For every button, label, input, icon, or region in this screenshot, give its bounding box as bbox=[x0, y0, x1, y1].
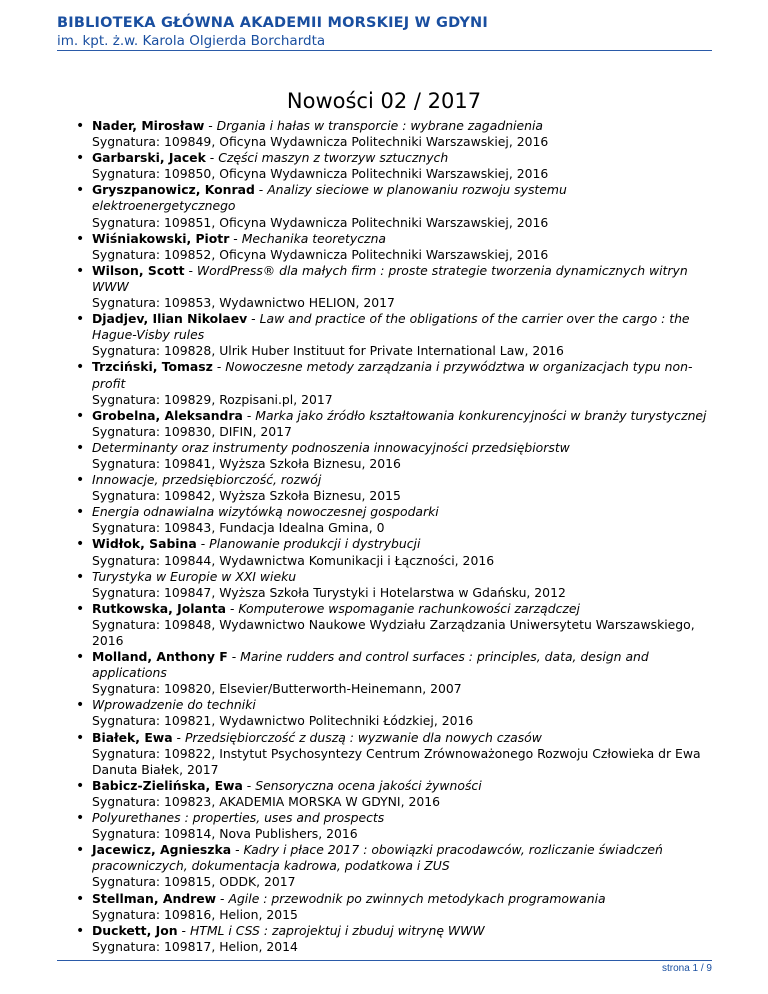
header-divider bbox=[57, 50, 712, 51]
list-item: • Białek, Ewa - Przedsiębiorczość z duszą : wyzwanie dla nowych czasów Sygnatura: 109822, Instytut Psychosyntezy Centrum Zrównoważonego Rozwoju Człowieka dr Ewa Danuta Białek, 2017 bbox=[92, 730, 712, 778]
list-item: • Wiśniakowski, Piotr - Mechanika teoretyczna Sygnatura: 109852, Oficyna Wydawnicza Politechniki Warszawskiej, 2016 bbox=[92, 231, 712, 263]
book-author: Molland, Anthony F bbox=[92, 649, 228, 665]
new-books-list bbox=[92, 118, 712, 955]
book-details: Sygnatura: 109823, AKADEMIA MORSKA W GDYNI, 2016 bbox=[92, 793, 440, 809]
book-details: Sygnatura: 109849, Oficyna Wydawnicza Politechniki Warszawskiej, 2016 bbox=[92, 134, 549, 150]
book-author: Wiśniakowski, Piotr bbox=[92, 230, 230, 246]
book-title: Komputerowe wspomaganie rachunkowości zarządczej bbox=[238, 600, 580, 616]
book-details: Sygnatura: 109817, Helion, 2014 bbox=[92, 938, 298, 954]
book-details: Sygnatura: 109829, Rozpisani.pl, 2017 bbox=[92, 391, 333, 407]
list-item: • Garbarski, Jacek - Części maszyn z tworzyw sztucznych Sygnatura: 109850, Oficyna Wydawnicza Politechniki Warszawskiej, 2016 bbox=[92, 150, 712, 182]
book-author: Trzciński, Tomasz bbox=[92, 359, 213, 375]
book-title: Innowacje, przedsiębiorczość, rozwój bbox=[92, 472, 322, 488]
book-author: Grobelna, Aleksandra bbox=[92, 407, 243, 423]
book-title: Marine rudders and control surfaces : principles, data, design and applications bbox=[92, 649, 649, 681]
list-item: • Djadjev, Ilian Nikolaev - Law and practice of the obligations of the carrier over the cargo : the Hague-Visby rules Sygnatura: 109828, Ulrik Huber Instituut for Private International Law, 2016 bbox=[92, 311, 712, 359]
book-author: Nader, Mirosław bbox=[92, 118, 205, 133]
book-details: Sygnatura: 109814, Nova Publishers, 2016 bbox=[92, 826, 358, 842]
book-details: Sygnatura: 109843, Fundacja Idealna Gmina, 0 bbox=[92, 520, 385, 536]
book-title: Mechanika teoretyczna bbox=[241, 230, 387, 246]
page-number: strona 1 / 9 bbox=[661, 963, 712, 974]
book-title: Sensoryczna ocena jakości żywności bbox=[255, 777, 482, 793]
book-details: Sygnatura: 109816, Helion, 2015 bbox=[92, 906, 298, 922]
book-details: Sygnatura: 109848, Wydawnictwo Naukowe Wydziału Zarządzania Uniwersytetu Warszawskiego, 2016 bbox=[92, 616, 695, 648]
list-item bbox=[92, 440, 712, 472]
list-item bbox=[92, 504, 712, 536]
book-author: Jacewicz, Agnieszka bbox=[92, 842, 232, 858]
book-author: Duckett, Jon bbox=[92, 922, 178, 938]
book-title: Law and practice of the obligations of the carrier over the cargo : the Hague-Visby rules bbox=[92, 311, 690, 343]
book-title: Marka jako źródło kształtowania konkurencyjności w branży turystycznej bbox=[255, 407, 707, 423]
book-title: Kadry i płace 2017 : obowiązki pracodawców, rozliczanie świadczeń pracowniczych, dokumentacja kadrowa, podatkowa i ZUS bbox=[92, 842, 663, 874]
book-details: Sygnatura: 109850, Oficyna Wydawnicza Politechniki Warszawskiej, 2016 bbox=[92, 166, 549, 182]
list-item: • Molland, Anthony F - Marine rudders and control surfaces : principles, data, design and applications Sygnatura: 109820, Elsevier/Butterworth-Heinemann, 2007 bbox=[92, 649, 712, 697]
library-subtitle: im. kpt. ż.w. Karola Olgierda Borchardta bbox=[57, 33, 326, 49]
book-details: Sygnatura: 109821, Wydawnictwo Politechniki Łódzkiej, 2016 bbox=[92, 713, 474, 729]
page-title: Nowości 02 / 2017 bbox=[286, 89, 482, 113]
book-author: Wilson, Scott bbox=[92, 262, 185, 278]
book-details: Sygnatura: 109847, Wyższa Szkoła Turystyki i Hotelarstwa w Gdańsku, 2012 bbox=[92, 584, 566, 600]
book-author: Rutkowska, Jolanta bbox=[92, 600, 226, 616]
book-title: Polyurethanes : properties, uses and prospects bbox=[92, 810, 385, 826]
book-title: WordPress® dla małych firm : proste strategie tworzenia dynamicznych witryn WWW bbox=[92, 262, 688, 294]
book-details: Sygnatura: 109853, Wydawnictwo HELION, 2017 bbox=[92, 295, 395, 311]
book-title: Determinanty oraz instrumenty podnoszenia innowacyjności przedsiębiorstw bbox=[92, 439, 570, 455]
list-item: • Stellman, Andrew - Agile : przewodnik po zwinnych metodykach programowania Sygnatura: 109816, Helion, 2015 bbox=[92, 891, 712, 923]
book-title: HTML i CSS : zaprojektuj i zbuduj witrynę WWW bbox=[189, 922, 485, 938]
book-details: Sygnatura: 109851, Oficyna Wydawnicza Politechniki Warszawskiej, 2016 bbox=[92, 214, 549, 230]
book-details: Sygnatura: 109852, Oficyna Wydawnicza Politechniki Warszawskiej, 2016 bbox=[92, 246, 549, 262]
book-title: Energia odnawialna wizytówką nowoczesnej gospodarki bbox=[92, 504, 439, 520]
list-item: • Widłok, Sabina - Planowanie produkcji i dystrybucji Sygnatura: 109844, Wydawnictwa Komunikacji i Łączności, 2016 bbox=[92, 536, 712, 568]
book-author: Widłok, Sabina bbox=[92, 536, 197, 552]
book-details: Sygnatura: 109820, Elsevier/Butterworth-Heinemann, 2007 bbox=[92, 681, 462, 697]
page-header bbox=[57, 14, 712, 50]
book-title: Części maszyn z tworzyw sztucznych bbox=[218, 150, 449, 166]
book-title: Analizy sieciowe w planowaniu rozwoju systemu elektroenergetycznego bbox=[92, 182, 567, 214]
book-author: Stellman, Andrew bbox=[92, 890, 217, 906]
book-title: Przedsiębiorczość z duszą : wyzwanie dla nowych czasów bbox=[184, 729, 542, 745]
footer-divider bbox=[57, 960, 712, 961]
book-details: Sygnatura: 109844, Wydawnictwa Komunikacji i Łączności, 2016 bbox=[92, 552, 495, 568]
list-item: • Trzciński, Tomasz - Nowoczesne metody zarządzania i przywództwa w organizacjach typu non-profit Sygnatura: 109829, Rozpisani.pl, 2017 bbox=[92, 359, 712, 407]
book-details: Sygnatura: 109822, Instytut Psychosyntezy Centrum Zrównoważonego Rozwoju Człowieka dr Ewa Danuta Białek, 2017 bbox=[92, 745, 701, 777]
list-item bbox=[92, 810, 712, 842]
book-details: Sygnatura: 109842, Wyższa Szkoła Biznesu, 2015 bbox=[92, 488, 401, 504]
book-title: Agile : przewodnik po zwinnych metodykach programowania bbox=[228, 890, 606, 906]
book-details: Sygnatura: 109815, ODDK, 2017 bbox=[92, 874, 296, 890]
library-name: BIBLIOTEKA GŁÓWNA AKADEMII MORSKIEJ W GDYNI bbox=[57, 15, 488, 31]
list-item: • Grobelna, Aleksandra - Marka jako źródło kształtowania konkurencyjności w branży turystycznej Sygnatura: 109830, DIFIN, 2017 bbox=[92, 408, 712, 440]
list-item bbox=[92, 472, 712, 504]
book-title: Nowoczesne metody zarządzania i przywództwa w organizacjach typu non-profit bbox=[92, 359, 693, 391]
book-author: Gryszpanowicz, Konrad bbox=[92, 182, 255, 198]
book-title: Wprowadzenie do techniki bbox=[92, 697, 256, 713]
list-item: • Babicz-Zielińska, Ewa - Sensoryczna ocena jakości żywności Sygnatura: 109823, AKADEMIA MORSKA W GDYNI, 2016 bbox=[92, 778, 712, 810]
list-item bbox=[92, 697, 712, 729]
book-title: Drgania i hałas w transporcie : wybrane zagadnienia bbox=[216, 118, 544, 133]
book-author: Białek, Ewa bbox=[92, 729, 173, 745]
book-author: Djadjev, Ilian Nikolaev bbox=[92, 311, 248, 327]
book-details: Sygnatura: 109828, Ulrik Huber Instituut for Private International Law, 2016 bbox=[92, 343, 564, 359]
list-item: • Wilson, Scott - WordPress® dla małych firm : proste strategie tworzenia dynamicznych witryn WWW Sygnatura: 109853, Wydawnictwo HELION, 2017 bbox=[92, 263, 712, 311]
list-item: • Gryszpanowicz, Konrad - Analizy sieciowe w planowaniu rozwoju systemu elektroenergetycznego Sygnatura: 109851, Oficyna Wydawnicza Politechniki Warszawskiej, 2016 bbox=[92, 182, 712, 230]
list-item: • Rutkowska, Jolanta - Komputerowe wspomaganie rachunkowości zarządczej Sygnatura: 109848, Wydawnictwo Naukowe Wydziału Zarządzania Uniwersytetu Warszawskiego, 2016 bbox=[92, 601, 712, 649]
book-details: Sygnatura: 109841, Wyższa Szkoła Biznesu, 2016 bbox=[92, 455, 401, 471]
book-author: Garbarski, Jacek bbox=[92, 150, 206, 166]
list-item: • Nader, Mirosław - Drgania i hałas w transporcie : wybrane zagadnienia Sygnatura: 109849, Oficyna Wydawnicza Politechniki Warszawskiej, 2016 bbox=[92, 118, 712, 150]
book-author: Babicz-Zielińska, Ewa bbox=[92, 777, 243, 793]
list-item: • Duckett, Jon - HTML i CSS : zaprojektuj i zbuduj witrynę WWW Sygnatura: 109817, Helion, 2014 bbox=[92, 923, 712, 955]
list-item bbox=[92, 569, 712, 601]
book-title: Turystyka w Europie w XXI wieku bbox=[92, 568, 297, 584]
book-details: Sygnatura: 109830, DIFIN, 2017 bbox=[92, 423, 292, 439]
list-item: • Jacewicz, Agnieszka - Kadry i płace 2017 : obowiązki pracodawców, rozliczanie świadczeń pracowniczych, dokumentacja kadrowa, podatkowa i ZUS Sygnatura: 109815, ODDK, 2017 bbox=[92, 842, 712, 890]
book-title: Planowanie produkcji i dystrybucji bbox=[209, 536, 421, 552]
